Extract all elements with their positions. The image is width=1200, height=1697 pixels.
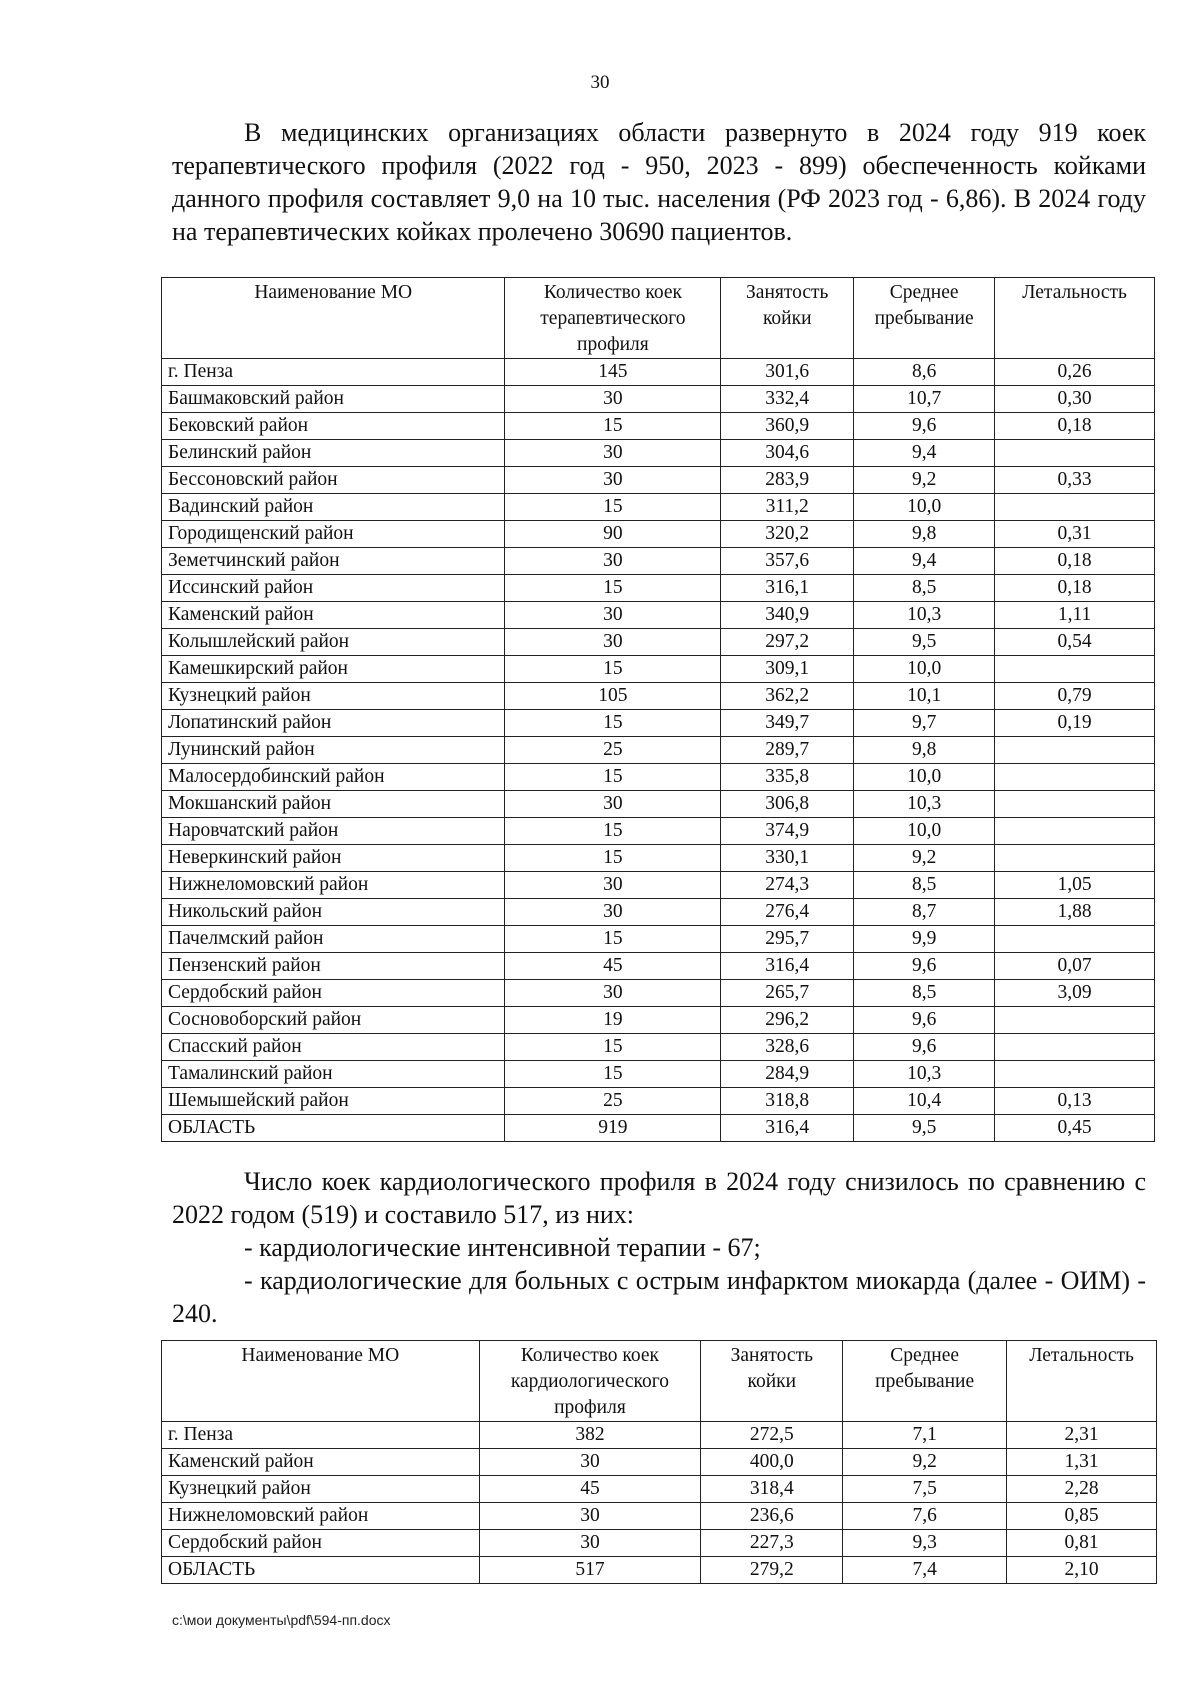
value-cell: 296,2 bbox=[721, 1007, 854, 1034]
table-row bbox=[162, 656, 1155, 683]
paragraph-cardiology-beds bbox=[172, 1165, 1146, 1330]
value-cell bbox=[995, 764, 1155, 791]
value-cell: 15 bbox=[505, 1034, 721, 1061]
value-cell: 279,2 bbox=[701, 1557, 843, 1584]
mo-name-cell: Кузнецкий район bbox=[162, 1476, 480, 1503]
value-cell: 283,9 bbox=[721, 467, 854, 494]
table-row bbox=[162, 629, 1155, 656]
table-row bbox=[162, 1503, 1157, 1530]
value-cell: 30 bbox=[505, 980, 721, 1007]
mo-name-cell: Кузнецкий район bbox=[162, 683, 505, 710]
list-item: - кардиологические интенсивной терапии - 67; bbox=[244, 1233, 761, 1262]
table-header-row bbox=[162, 1341, 1157, 1422]
file-path-footer: c:\мои документы\pdf\594-пп.docx bbox=[172, 1612, 391, 1628]
value-cell: 265,7 bbox=[721, 980, 854, 1007]
value-cell: 25 bbox=[505, 737, 721, 764]
value-cell: 289,7 bbox=[721, 737, 854, 764]
value-cell: 3,09 bbox=[995, 980, 1155, 1007]
value-cell: 284,9 bbox=[721, 1061, 854, 1088]
value-cell bbox=[995, 1007, 1155, 1034]
value-cell: 8,6 bbox=[854, 359, 995, 386]
value-cell: 0,79 bbox=[995, 683, 1155, 710]
value-cell: 30 bbox=[505, 791, 721, 818]
mo-name-cell: г. Пенза bbox=[162, 359, 505, 386]
table-row bbox=[162, 467, 1155, 494]
value-cell: 10,4 bbox=[854, 1088, 995, 1115]
value-cell: 0,19 bbox=[995, 710, 1155, 737]
mo-name-cell: Камешкирский район bbox=[162, 656, 505, 683]
table-row bbox=[162, 926, 1155, 953]
column-header: Занятость койки bbox=[721, 278, 854, 359]
value-cell: 9,4 bbox=[854, 440, 995, 467]
value-cell bbox=[995, 440, 1155, 467]
mo-name-cell: Спасский район bbox=[162, 1034, 505, 1061]
table-row bbox=[162, 1422, 1157, 1449]
value-cell: 19 bbox=[505, 1007, 721, 1034]
value-cell: 15 bbox=[505, 575, 721, 602]
value-cell: 272,5 bbox=[701, 1422, 843, 1449]
value-cell: 0,54 bbox=[995, 629, 1155, 656]
value-cell bbox=[995, 737, 1155, 764]
value-cell: 9,6 bbox=[854, 953, 995, 980]
value-cell bbox=[995, 845, 1155, 872]
value-cell: 9,2 bbox=[854, 845, 995, 872]
value-cell: 15 bbox=[505, 413, 721, 440]
table-row bbox=[162, 1007, 1155, 1034]
table-row bbox=[162, 1115, 1155, 1142]
value-cell: 2,28 bbox=[1007, 1476, 1157, 1503]
table-row bbox=[162, 1061, 1155, 1088]
mo-name-cell: Колышлейский район bbox=[162, 629, 505, 656]
mo-name-cell: Никольский район bbox=[162, 899, 505, 926]
value-cell: 15 bbox=[505, 656, 721, 683]
value-cell: 8,7 bbox=[854, 899, 995, 926]
value-cell: 274,3 bbox=[721, 872, 854, 899]
value-cell: 30 bbox=[505, 440, 721, 467]
mo-name-cell: Нижнеломовский район bbox=[162, 872, 505, 899]
table-row bbox=[162, 1557, 1157, 1584]
value-cell: 0,33 bbox=[995, 467, 1155, 494]
value-cell: 9,4 bbox=[854, 548, 995, 575]
value-cell: 15 bbox=[505, 764, 721, 791]
value-cell: 8,5 bbox=[854, 575, 995, 602]
value-cell: 9,3 bbox=[843, 1530, 1007, 1557]
value-cell: 9,6 bbox=[854, 1034, 995, 1061]
value-cell: 25 bbox=[505, 1088, 721, 1115]
column-header: Количество коек терапевтического профиля bbox=[505, 278, 721, 359]
mo-name-cell: Сердобский район bbox=[162, 980, 505, 1007]
table-row bbox=[162, 1034, 1155, 1061]
value-cell: 30 bbox=[479, 1503, 701, 1530]
mo-name-cell: Каменский район bbox=[162, 602, 505, 629]
value-cell: 9,2 bbox=[854, 467, 995, 494]
table-row bbox=[162, 548, 1155, 575]
value-cell: 0,30 bbox=[995, 386, 1155, 413]
value-cell: 30 bbox=[505, 602, 721, 629]
value-cell bbox=[995, 1034, 1155, 1061]
value-cell: 0,18 bbox=[995, 413, 1155, 440]
mo-name-cell: Шемышейский район bbox=[162, 1088, 505, 1115]
value-cell: 90 bbox=[505, 521, 721, 548]
value-cell: 30 bbox=[479, 1449, 701, 1476]
value-cell: 1,11 bbox=[995, 602, 1155, 629]
mo-name-cell: Наровчатский район bbox=[162, 818, 505, 845]
table-row bbox=[162, 683, 1155, 710]
value-cell: 316,4 bbox=[721, 1115, 854, 1142]
mo-name-cell: ОБЛАСТЬ bbox=[162, 1115, 505, 1142]
column-header: Летальность bbox=[1007, 1341, 1157, 1422]
value-cell: 297,2 bbox=[721, 629, 854, 656]
value-cell: 10,3 bbox=[854, 602, 995, 629]
value-cell: 309,1 bbox=[721, 656, 854, 683]
mo-name-cell: Неверкинский район bbox=[162, 845, 505, 872]
value-cell: 8,5 bbox=[854, 980, 995, 1007]
value-cell: 7,6 bbox=[843, 1503, 1007, 1530]
mo-name-cell: г. Пенза bbox=[162, 1422, 480, 1449]
column-header: Среднее пребывание bbox=[854, 278, 995, 359]
value-cell: 318,8 bbox=[721, 1088, 854, 1115]
value-cell: 30 bbox=[505, 629, 721, 656]
value-cell: 349,7 bbox=[721, 710, 854, 737]
table-row bbox=[162, 1476, 1157, 1503]
value-cell: 227,3 bbox=[701, 1530, 843, 1557]
value-cell: 357,6 bbox=[721, 548, 854, 575]
value-cell: 15 bbox=[505, 710, 721, 737]
value-cell: 330,1 bbox=[721, 845, 854, 872]
value-cell: 328,6 bbox=[721, 1034, 854, 1061]
paragraph-text: Число коек кардиологического профиля в 2024 году снизилось по сравнению с 2022 годом (519) и составило 517, из них: bbox=[172, 1167, 1146, 1229]
mo-name-cell: Нижнеломовский район bbox=[162, 1503, 480, 1530]
value-cell: 145 bbox=[505, 359, 721, 386]
mo-name-cell: Мокшанский район bbox=[162, 791, 505, 818]
mo-name-cell: Городищенский район bbox=[162, 521, 505, 548]
mo-name-cell: Вадинский район bbox=[162, 494, 505, 521]
value-cell: 30 bbox=[505, 386, 721, 413]
table-row bbox=[162, 1088, 1155, 1115]
column-header: Среднее пребывание bbox=[843, 1341, 1007, 1422]
value-cell: 9,7 bbox=[854, 710, 995, 737]
value-cell: 9,9 bbox=[854, 926, 995, 953]
table-row bbox=[162, 845, 1155, 872]
value-cell: 0,18 bbox=[995, 548, 1155, 575]
value-cell: 30 bbox=[505, 467, 721, 494]
table-row bbox=[162, 899, 1155, 926]
table-row bbox=[162, 386, 1155, 413]
mo-name-cell: Лопатинский район bbox=[162, 710, 505, 737]
value-cell: 311,2 bbox=[721, 494, 854, 521]
value-cell: 332,4 bbox=[721, 386, 854, 413]
table-row bbox=[162, 521, 1155, 548]
value-cell: 30 bbox=[505, 872, 721, 899]
value-cell: 10,3 bbox=[854, 1061, 995, 1088]
value-cell: 1,31 bbox=[1007, 1449, 1157, 1476]
value-cell: 10,7 bbox=[854, 386, 995, 413]
value-cell: 0,26 bbox=[995, 359, 1155, 386]
value-cell: 316,1 bbox=[721, 575, 854, 602]
value-cell: 400,0 bbox=[701, 1449, 843, 1476]
value-cell: 340,9 bbox=[721, 602, 854, 629]
value-cell: 306,8 bbox=[721, 791, 854, 818]
mo-name-cell: Бековский район bbox=[162, 413, 505, 440]
value-cell: 7,4 bbox=[843, 1557, 1007, 1584]
value-cell bbox=[995, 1061, 1155, 1088]
value-cell: 1,88 bbox=[995, 899, 1155, 926]
mo-name-cell: Белинский район bbox=[162, 440, 505, 467]
value-cell: 10,3 bbox=[854, 791, 995, 818]
value-cell: 276,4 bbox=[721, 899, 854, 926]
cardiology-beds-table bbox=[161, 1340, 1157, 1584]
paragraph-therapeutic-beds bbox=[172, 116, 1146, 248]
column-header: Занятость койки bbox=[701, 1341, 843, 1422]
table-header-row bbox=[162, 278, 1155, 359]
mo-name-cell: Пензенский район bbox=[162, 953, 505, 980]
value-cell: 30 bbox=[505, 548, 721, 575]
value-cell bbox=[995, 791, 1155, 818]
table-row bbox=[162, 440, 1155, 467]
mo-name-cell: Пачелмский район bbox=[162, 926, 505, 953]
table-row bbox=[162, 764, 1155, 791]
value-cell: 295,7 bbox=[721, 926, 854, 953]
value-cell: 10,0 bbox=[854, 764, 995, 791]
value-cell: 304,6 bbox=[721, 440, 854, 467]
value-cell: 15 bbox=[505, 818, 721, 845]
value-cell: 1,05 bbox=[995, 872, 1155, 899]
list-item: - кардиологические для больных с острым инфарктом миокарда (далее - ОИМ) - 240. bbox=[172, 1266, 1146, 1328]
table-row bbox=[162, 575, 1155, 602]
value-cell: 9,8 bbox=[854, 737, 995, 764]
mo-name-cell: Иссинский район bbox=[162, 575, 505, 602]
value-cell: 320,2 bbox=[721, 521, 854, 548]
table-row bbox=[162, 953, 1155, 980]
table-row bbox=[162, 602, 1155, 629]
mo-name-cell: Земетчинский район bbox=[162, 548, 505, 575]
column-header: Летальность bbox=[995, 278, 1155, 359]
value-cell: 15 bbox=[505, 845, 721, 872]
table-row bbox=[162, 737, 1155, 764]
column-header: Количество коек кардиологического профиля bbox=[479, 1341, 701, 1422]
value-cell: 9,2 bbox=[843, 1449, 1007, 1476]
value-cell: 105 bbox=[505, 683, 721, 710]
value-cell: 0,81 bbox=[1007, 1530, 1157, 1557]
value-cell: 10,0 bbox=[854, 656, 995, 683]
value-cell: 10,0 bbox=[854, 818, 995, 845]
value-cell: 30 bbox=[505, 899, 721, 926]
value-cell: 0,85 bbox=[1007, 1503, 1157, 1530]
value-cell: 236,6 bbox=[701, 1503, 843, 1530]
paragraph-text: В медицинских организациях области развернуто в 2024 году 919 коек терапевтического профиля (2022 год - 950, 2023 - 899) обеспеченность койками данного профиля составляет 9,0 на 10 тыс. населения (РФ 2023 год - 6,86). В 2024 году на терапевтических койках пролечено 30690 пациентов. bbox=[172, 118, 1146, 246]
value-cell bbox=[995, 818, 1155, 845]
value-cell: 382 bbox=[479, 1422, 701, 1449]
value-cell: 45 bbox=[505, 953, 721, 980]
value-cell: 318,4 bbox=[701, 1476, 843, 1503]
value-cell: 919 bbox=[505, 1115, 721, 1142]
mo-name-cell: Тамалинский район bbox=[162, 1061, 505, 1088]
value-cell: 30 bbox=[479, 1530, 701, 1557]
value-cell bbox=[995, 494, 1155, 521]
value-cell: 2,31 bbox=[1007, 1422, 1157, 1449]
table-row bbox=[162, 1449, 1157, 1476]
mo-name-cell: ОБЛАСТЬ bbox=[162, 1557, 480, 1584]
mo-name-cell: Сосновоборский район bbox=[162, 1007, 505, 1034]
value-cell bbox=[995, 926, 1155, 953]
table-row bbox=[162, 980, 1155, 1007]
page-number: 30 bbox=[590, 72, 610, 93]
column-header: Наименование МО bbox=[162, 1341, 480, 1422]
value-cell: 360,9 bbox=[721, 413, 854, 440]
value-cell: 0,45 bbox=[995, 1115, 1155, 1142]
value-cell: 2,10 bbox=[1007, 1557, 1157, 1584]
value-cell: 0,07 bbox=[995, 953, 1155, 980]
table-row bbox=[162, 1530, 1157, 1557]
value-cell: 45 bbox=[479, 1476, 701, 1503]
column-header: Наименование МО bbox=[162, 278, 505, 359]
value-cell: 517 bbox=[479, 1557, 701, 1584]
table-row bbox=[162, 818, 1155, 845]
value-cell: 7,5 bbox=[843, 1476, 1007, 1503]
value-cell: 362,2 bbox=[721, 683, 854, 710]
value-cell: 15 bbox=[505, 926, 721, 953]
value-cell: 9,5 bbox=[854, 629, 995, 656]
value-cell bbox=[995, 656, 1155, 683]
therapeutic-beds-table bbox=[161, 277, 1155, 1142]
value-cell: 9,6 bbox=[854, 413, 995, 440]
mo-name-cell: Бессоновский район bbox=[162, 467, 505, 494]
mo-name-cell: Сердобский район bbox=[162, 1530, 480, 1557]
value-cell: 316,4 bbox=[721, 953, 854, 980]
value-cell: 9,6 bbox=[854, 1007, 995, 1034]
value-cell: 9,8 bbox=[854, 521, 995, 548]
value-cell: 15 bbox=[505, 1061, 721, 1088]
mo-name-cell: Малосердобинский район bbox=[162, 764, 505, 791]
value-cell: 0,31 bbox=[995, 521, 1155, 548]
table-row bbox=[162, 872, 1155, 899]
table-row bbox=[162, 494, 1155, 521]
table-row bbox=[162, 413, 1155, 440]
value-cell: 0,18 bbox=[995, 575, 1155, 602]
value-cell: 9,5 bbox=[854, 1115, 995, 1142]
value-cell: 8,5 bbox=[854, 872, 995, 899]
table-row bbox=[162, 710, 1155, 737]
value-cell: 0,13 bbox=[995, 1088, 1155, 1115]
value-cell: 7,1 bbox=[843, 1422, 1007, 1449]
value-cell: 374,9 bbox=[721, 818, 854, 845]
mo-name-cell: Лунинский район bbox=[162, 737, 505, 764]
value-cell: 301,6 bbox=[721, 359, 854, 386]
value-cell: 10,1 bbox=[854, 683, 995, 710]
table-row bbox=[162, 791, 1155, 818]
mo-name-cell: Каменский район bbox=[162, 1449, 480, 1476]
value-cell: 15 bbox=[505, 494, 721, 521]
mo-name-cell: Башмаковский район bbox=[162, 386, 505, 413]
table-row bbox=[162, 359, 1155, 386]
value-cell: 335,8 bbox=[721, 764, 854, 791]
value-cell: 10,0 bbox=[854, 494, 995, 521]
